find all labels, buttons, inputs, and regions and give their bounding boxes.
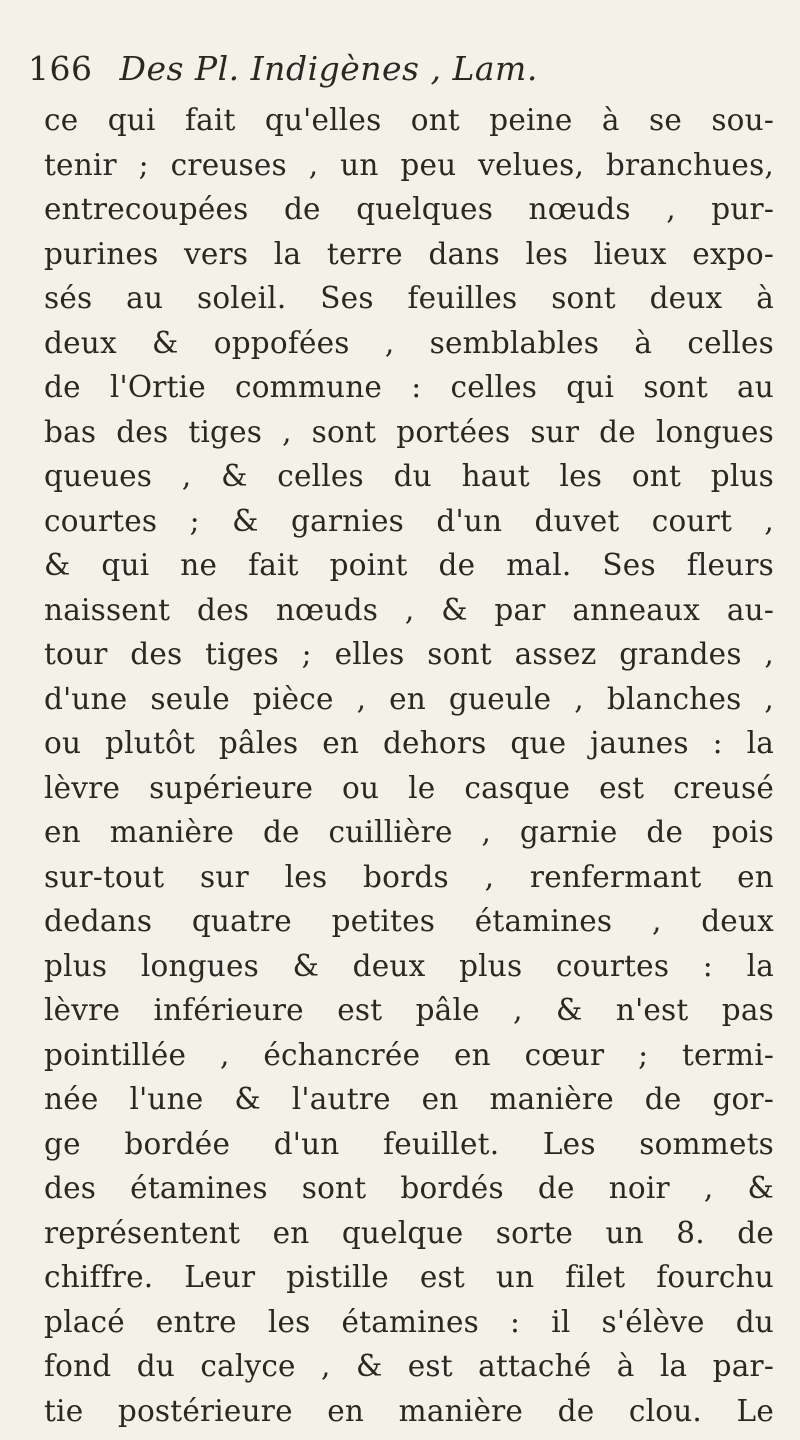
text-line: bas des tiges , sont portées sur de longues xyxy=(44,414,774,449)
text-line: ce qui fait qu'elles ont peine à se sou- xyxy=(44,103,774,137)
text-line: lèvre supérieure ou le casque est creusé xyxy=(44,770,774,805)
text-line: née l'une & l'autre en manière de gor- xyxy=(44,1082,774,1116)
text-line: de l'Ortie commune : celles qui sont au xyxy=(44,370,774,404)
text-line: placé entre les étamines : il s'élève du xyxy=(44,1304,774,1339)
page-header xyxy=(28,44,778,94)
text-line: représentent en quelque sorte un 8. de xyxy=(44,1215,774,1250)
text-line: & qui ne fait point de mal. Ses fleurs xyxy=(44,548,774,582)
text-line: entrecoupées de quelques nœuds , pur- xyxy=(44,192,774,226)
text-line: en manière de cuillière , garnie de pois xyxy=(44,815,774,849)
text-line: queues , & celles du haut les ont plus xyxy=(44,459,774,493)
text-line: purines vers la terre dans les lieux expo- xyxy=(44,236,774,271)
text-line: pointillée , échancrée en cœur ; termi- xyxy=(44,1037,774,1072)
body-text xyxy=(44,98,774,1433)
text-line: courtes ; & garnies d'un duvet court , xyxy=(44,503,774,538)
text-line: naissent des nœuds , & par anneaux au- xyxy=(44,592,774,627)
page-number: 166 xyxy=(28,49,93,88)
text-line: lèvre inférieure est pâle , & n'est pas xyxy=(44,993,774,1027)
text-line: sés au soleil. Ses feuilles sont deux à xyxy=(44,281,774,315)
running-head: Des Pl. Indigènes , Lam. xyxy=(119,49,538,88)
text-line: des étamines sont bordés de noir , & xyxy=(44,1171,774,1205)
text-line: ou plutôt pâles en dehors que jaunes : la xyxy=(44,726,774,760)
text-line: fond du calyce , & est attaché à la par- xyxy=(44,1349,774,1383)
text-line: tenir ; creuses , un peu velues, branchues, xyxy=(44,147,774,182)
text-line: tour des tiges ; elles sont assez grandes , xyxy=(44,637,774,671)
text-line: plus longues & deux plus courtes : la xyxy=(44,948,774,983)
text-line: deux & oppofées , semblables à celles xyxy=(44,325,774,360)
text-line: tie postérieure en manière de clou. Le xyxy=(44,1393,774,1428)
text-line: chiffre. Leur pistille est un filet fourchu xyxy=(44,1260,774,1294)
text-line: d'une seule pièce , en gueule , blanches , xyxy=(44,681,774,716)
text-line: dedans quatre petites étamines , deux xyxy=(44,904,774,938)
text-line: ge bordée d'un feuillet. Les sommets xyxy=(44,1126,774,1161)
text-line: sur-tout sur les bords , renfermant en xyxy=(44,859,774,894)
